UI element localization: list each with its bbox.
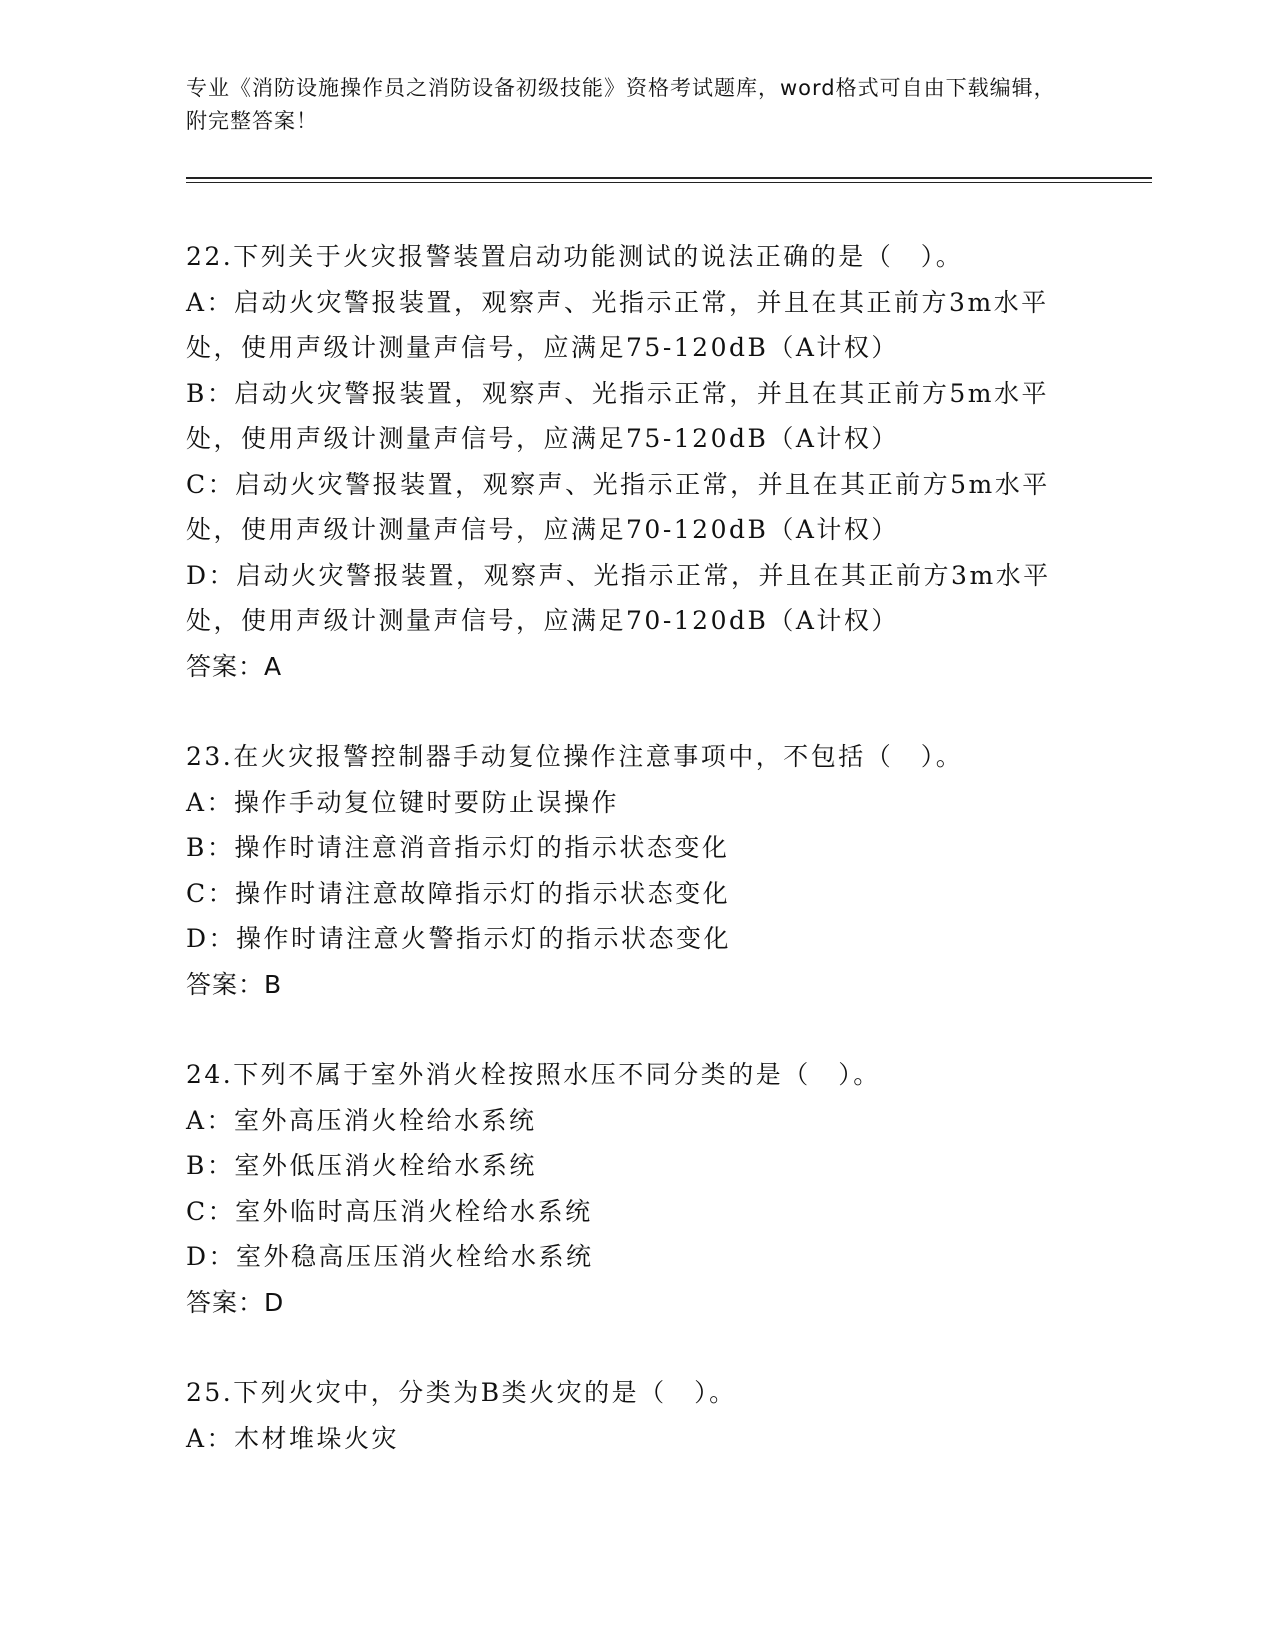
- option-a: A：启动火灾警报装置，观察声、光指示正常，并且在其正前方3m水平处，使用声级计测量声信号，应满足75-120dB（A计权）: [186, 287, 1049, 362]
- option-d: D：操作时请注意火警指示灯的指示状态变化: [186, 924, 732, 953]
- question-stem: 25.下列火灾中，分类为B类火灾的是（ ）。: [186, 1378, 737, 1407]
- page-header: [186, 72, 1066, 138]
- option-c: C：室外临时高压消火栓给水系统: [186, 1196, 593, 1226]
- header-intro-text: 专业《消防设施操作员之消防设备初级技能》资格考试题库，word格式可自由下载编辑，附完整答案！: [186, 76, 1056, 133]
- option-c: C：操作时请注意故障指示灯的指示状态变化: [186, 878, 731, 908]
- option-a: A：木材堆垛火灾: [186, 1423, 400, 1453]
- header-rule-thin: [186, 182, 1152, 183]
- answer: 答案：D: [186, 1287, 285, 1317]
- answer: 答案：A: [186, 651, 283, 681]
- question-stem: 23.在火灾报警控制器手动复位操作注意事项中，不包括（ ）。: [186, 742, 964, 771]
- question-stem: 22.下列关于火灾报警装置启动功能测试的说法正确的是（ ）。: [186, 242, 964, 271]
- option-a: A：室外高压消火栓给水系统: [186, 1105, 537, 1135]
- question-25: [186, 1370, 1086, 1461]
- option-b: B：启动火灾警报装置，观察声、光指示正常，并且在其正前方5m水平处，使用声级计测量声信号，应满足75-120dB（A计权）: [186, 378, 1049, 453]
- answer: 答案：B: [186, 969, 283, 999]
- option-b: B：室外低压消火栓给水系统: [186, 1151, 537, 1180]
- option-d: D：启动火灾警报装置，观察声、光指示正常，并且在其正前方3m水平处，使用声级计测量声信号，应满足70-120dB（A计权）: [186, 560, 1051, 635]
- option-a: A：操作手动复位键时要防止误操作: [186, 787, 620, 817]
- option-d: D：室外稳高压压消火栓给水系统: [186, 1242, 594, 1271]
- question-stem: 24.下列不属于室外消火栓按照水压不同分类的是（ ）。: [186, 1060, 881, 1089]
- header-rule-thick: [186, 177, 1152, 179]
- option-b: B：操作时请注意消音指示灯的指示状态变化: [186, 833, 730, 862]
- question-22: [186, 234, 1086, 689]
- question-23: [186, 734, 1086, 1007]
- question-24: [186, 1052, 1086, 1325]
- question-list: [186, 234, 1086, 1506]
- option-c: C：启动火灾警报装置，观察声、光指示正常，并且在其正前方5m水平处，使用声级计测量声信号，应满足70-120dB（A计权）: [186, 469, 1050, 544]
